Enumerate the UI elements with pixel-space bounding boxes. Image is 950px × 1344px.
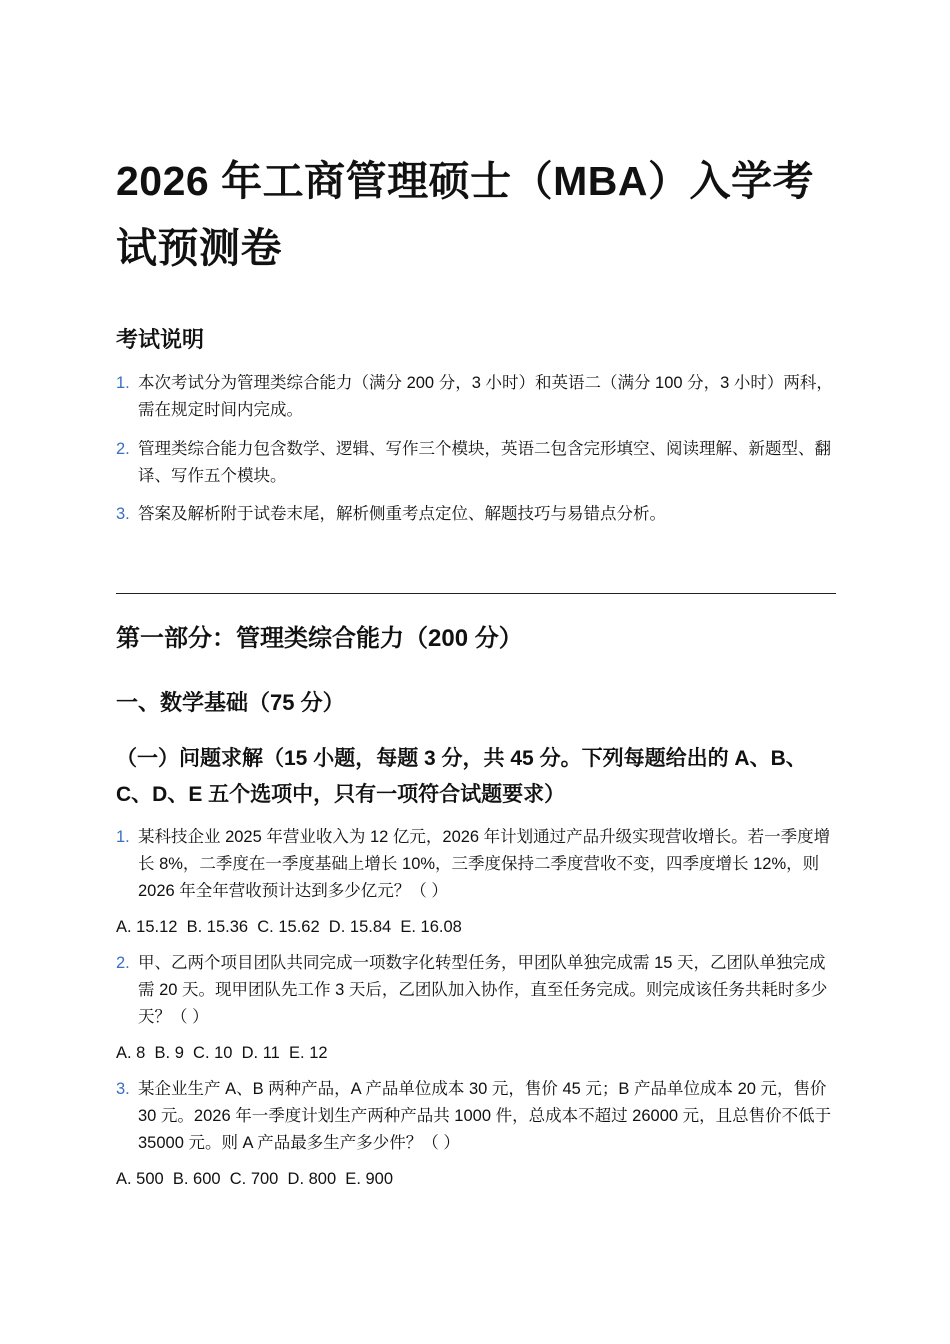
- question-item: [116, 824, 836, 905]
- list-number: 3.: [116, 505, 130, 523]
- question-options: A. 8 B. 9 C. 10 D. 11 E. 12: [116, 1044, 328, 1062]
- question-number: 2.: [116, 954, 130, 972]
- question-number: 3.: [116, 1080, 130, 1098]
- list-item: [116, 436, 836, 490]
- list-text: 本次考试分为管理类综合能力（满分 200 分，3 小时）和英语二（满分 100 分，3 小时）两科，需在规定时间内完成。: [138, 374, 833, 419]
- part-heading: 第一部分：管理类综合能力（200 分）: [116, 625, 523, 652]
- list-number: 2.: [116, 440, 130, 458]
- list-item: [116, 370, 836, 424]
- question-text: 某科技企业 2025 年营业收入为 12 亿元，2026 年计划通过产品升级实现营收增长。若一季度增长 8%，二季度在一季度基础上增长 10%，三季度保持二季度营收不变，四季度增长 12%，则 2026 年全年营收预计达到多少亿元？（ ）: [138, 828, 831, 900]
- question-number: 1.: [116, 828, 130, 846]
- section-divider: [116, 593, 836, 594]
- instructions-heading: 考试说明: [116, 327, 205, 352]
- question-options: A. 15.12 B. 15.36 C. 15.62 D. 15.84 E. 16.08: [116, 918, 462, 936]
- question-item: [116, 1076, 836, 1157]
- list-text: 管理类综合能力包含数学、逻辑、写作三个模块，英语二包含完形填空、阅读理解、新题型、翻译、写作五个模块。: [138, 440, 831, 485]
- question-text: 某企业生产 A、B 两种产品，A 产品单位成本 30 元，售价 45 元；B 产品单位成本 20 元，售价 30 元。2026 年一季度计划生产两种产品共 1000 件，总成本不超过 26000 元，且总售价不低于 35000 元。则 A 产品最多生产多少件？（ ）: [138, 1080, 832, 1152]
- section-heading: 一、数学基础（75 分）: [116, 690, 345, 715]
- question-options: A. 500 B. 600 C. 700 D. 800 E. 900: [116, 1170, 394, 1188]
- question-item: [116, 950, 836, 1031]
- list-number: 1.: [116, 374, 130, 392]
- page-title: 2026 年工商管理硕士（MBA）入学考试预测卷: [116, 158, 814, 271]
- subsection-heading: （一）问题求解（15 小题，每题 3 分，共 45 分。下列每题给出的 A、B、C、D、E 五个选项中，只有一项符合试题要求）: [116, 747, 807, 806]
- question-text: 甲、乙两个项目团队共同完成一项数字化转型任务，甲团队单独完成需 15 天，乙团队单独完成需 20 天。现甲团队先工作 3 天后，乙团队加入协作，直至任务完成。则完成该任务共耗时多少天？（ ）: [138, 954, 828, 1026]
- list-text: 答案及解析附于试卷末尾，解析侧重考点定位、解题技巧与易错点分析。: [138, 505, 666, 523]
- list-item: [116, 501, 836, 528]
